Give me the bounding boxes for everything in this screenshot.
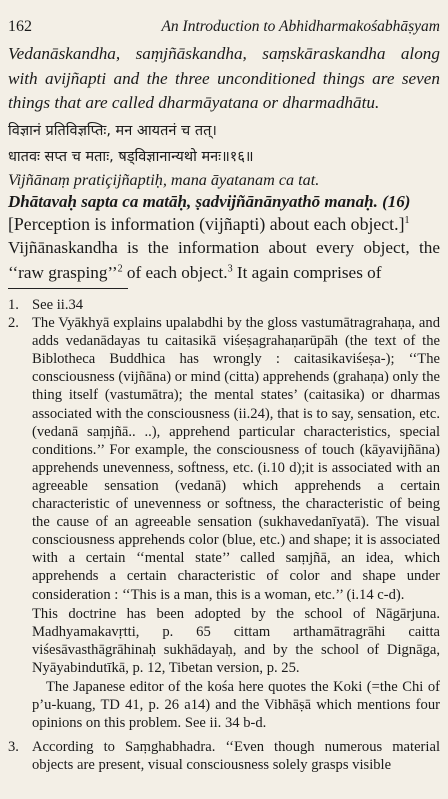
footnote xyxy=(8,314,440,732)
footnote-text: The Japanese editor of the kośa here quotes the Koki (=the Chi of p’u-kuang, TD 41, p. 26 a14) and the Vibhāṣā which mentions four opinions on this problem. See ii. 34 b-d. xyxy=(32,678,440,732)
paragraph xyxy=(8,212,440,237)
footnote-number: 2. xyxy=(8,315,19,332)
paragraph xyxy=(8,42,440,116)
sanskrit-line: धातवः सप्त च मताः, षड्विज्ञानान्यथो मनः॥१६॥ xyxy=(8,148,254,165)
transliteration-line: Vijñānaṃ pratiçijñaptiḥ, mana āyatanam ca tat. xyxy=(8,170,320,189)
footnote-number: 3. xyxy=(8,739,19,756)
footnote xyxy=(8,296,440,314)
main-text xyxy=(8,42,440,285)
footnote xyxy=(8,738,440,774)
transliteration-line-bold: Dhātavaḥ sapta ca matāḥ, ṣadvijñānānyathō manaḥ. (16) xyxy=(8,191,411,211)
footnote-text: This doctrine has been adopted by the school of Nāgārjuna. Madhyamakavṛtti, p. 65 cittam arthamātragrāhi caitta viśesāvasthāgrāhinaḥ sukhādayaḥ, and by the school of Dignāga, Nyāyabindutīkā, p. 12, Tibetan version, p. 25. xyxy=(32,605,440,676)
sanskrit-line: विज्ञानं प्रतिविज्ञप्तिः, मन आयतनं च तत्। xyxy=(8,122,217,139)
paragraph-text: It again comprises of xyxy=(232,262,382,282)
footnote-text: The Vyākhyā explains upalabdhi by the gloss vastumātragrahaṇa, and adds vedanādayas tu caitasikā viśeṣagrahaṇarūpāh (the text of the Biblotheca Buddhica has wrongly : caitasikaviśeṣa-); ‘‘The consciousness (vijñāna) or mind (citta) apprehends (grahaṇa) only the thing itself (vastumātra); the mental states’ (caitasika) or dharmas associated with the consciousness (ii.24), that is to say, sensation, etc. (vedanā saṃjñā.. ..), apprehend particular characteristics, special conditions.’’ For example, the consciousness of touch (kāyavijñāna) apprehends unevenness, softness, etc. (i.10 d);it is associated with an agreeable sensation (vedanā) which apprehends a certain characteristic of unevenness or softness, the characteristic of being the cause of an agreeable sensation (sukhavedanīyatā). The visual consciousness apprehends color (blue, etc.) and shape; it is associated with a certain ‘‘mental state’’ called saṃjñā, an idea, which apprehends a certain characteristic of color and shape under consideration : ‘‘This is a man, this is a woman, etc.’’ (i.14 c-d). xyxy=(32,315,440,603)
footnote-text: See ii.34 xyxy=(32,297,84,313)
footnotes xyxy=(8,296,440,774)
running-title: An Introduction to Abhidharmakośabhāṣyam xyxy=(161,18,440,35)
page-header xyxy=(8,18,440,36)
footnote-ref[interactable]: 3 xyxy=(227,262,233,274)
paragraph-text: [Perception is information (vijñapti) about each object.] xyxy=(8,213,405,234)
paragraph-text: Vijñānaskandha is the information about every object, the ‘‘raw grasping’’ xyxy=(8,238,440,282)
page-number: 162 xyxy=(8,18,32,35)
footnote-divider xyxy=(8,288,128,289)
paragraph-text: of each object. xyxy=(122,262,228,282)
footnote-ref[interactable]: 2 xyxy=(117,262,123,274)
paragraph-text: Vedanāskandha, saṃjñāskandha, saṃskāraskandha along with avijñapti and the three unconditioned things are seven things that are called dharmāyatana or dharmadhātu. xyxy=(8,44,440,112)
footnote-number: 1. xyxy=(8,297,19,313)
paragraph xyxy=(8,236,440,285)
footnote-ref[interactable]: 1 xyxy=(404,214,410,226)
footnote-text: According to Saṃghabhadra. ‘‘Even though numerous material objects are present, visual consciousness solely grasps visible xyxy=(32,739,440,774)
